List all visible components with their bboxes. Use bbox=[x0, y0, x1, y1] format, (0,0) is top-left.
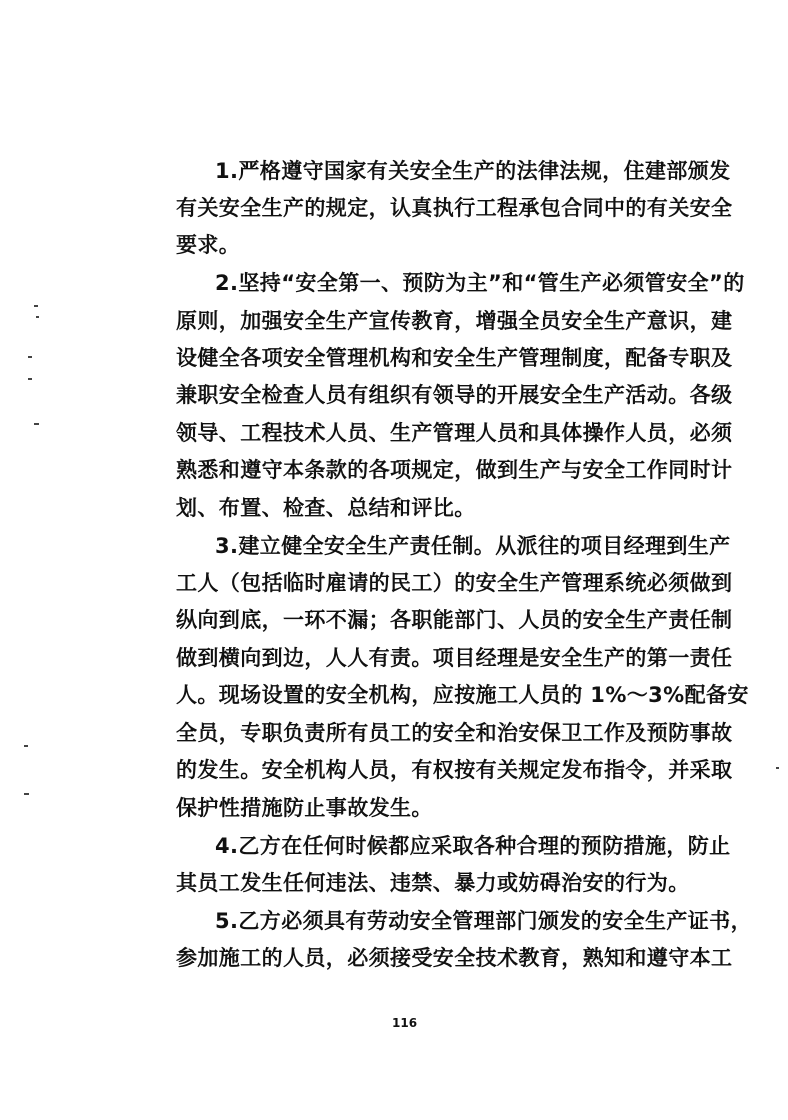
scan-speck bbox=[34, 423, 39, 425]
text-line: 保护性措施防止事故发生。 bbox=[176, 796, 433, 820]
text-line: 熟悉和遵守本条款的各项规定，做到生产与安全工作同时计 bbox=[176, 458, 733, 482]
text-line: 2.坚持“安全第一、预防为主”和“管生产必须管安全”的 bbox=[215, 271, 745, 295]
text-line: 领导、工程技术人员、生产管理人员和具体操作人员，必须 bbox=[176, 421, 733, 445]
text-line: 5.乙方必须具有劳动安全管理部门颁发的安全生产证书， bbox=[215, 909, 752, 933]
text-line: 划、布置、检查、总结和评比。 bbox=[176, 496, 476, 520]
text-line: 设健全各项安全管理机构和安全生产管理制度，配备专职及 bbox=[176, 346, 733, 370]
text-line: 1.严格遵守国家有关安全生产的法律法规，住建部颁发 bbox=[215, 159, 731, 183]
scan-speck bbox=[36, 316, 39, 318]
scan-speck bbox=[776, 767, 779, 769]
text-line: 3.建立健全安全生产责任制。从派往的项目经理到生产 bbox=[215, 534, 731, 558]
text-line: 要求。 bbox=[176, 233, 241, 257]
text-line: 原则，加强安全生产宣传教育，增强全员安全生产意识，建 bbox=[176, 309, 733, 333]
text-line: 其员工发生任何违法、违禁、暴力或妨碍治安的行为。 bbox=[176, 871, 690, 895]
scan-speck bbox=[24, 793, 29, 795]
text-line: 全员，专职负责所有员工的安全和治安保卫工作及预防事故 bbox=[176, 721, 733, 745]
text-line: 纵向到底，一环不漏；各职能部门、人员的安全生产责任制 bbox=[176, 608, 733, 632]
text-line: 4.乙方在任何时候都应采取各种合理的预防措施，防止 bbox=[215, 834, 731, 858]
scan-speck bbox=[34, 305, 38, 307]
scan-speck bbox=[24, 745, 28, 747]
text-line: 参加施工的人员，必须接受安全技术教育，熟知和遵守本工 bbox=[176, 946, 733, 970]
text-line: 人。现场设置的安全机构，应按施工人员的 1%～3%配备安 bbox=[176, 683, 749, 707]
text-line: 工人（包括临时雇请的民工）的安全生产管理系统必须做到 bbox=[176, 571, 733, 595]
text-line: 做到横向到边，人人有责。项目经理是安全生产的第一责任 bbox=[176, 646, 733, 670]
text-line: 兼职安全检查人员有组织有领导的开展安全生产活动。各级 bbox=[176, 383, 733, 407]
text-line: 的发生。安全机构人员，有权按有关规定发布指令，并采取 bbox=[176, 758, 733, 782]
page-number: 116 bbox=[392, 1016, 418, 1030]
text-line: 有关安全生产的规定，认真执行工程承包合同中的有关安全 bbox=[176, 196, 733, 220]
scan-speck bbox=[28, 356, 32, 358]
scan-speck bbox=[28, 378, 32, 380]
